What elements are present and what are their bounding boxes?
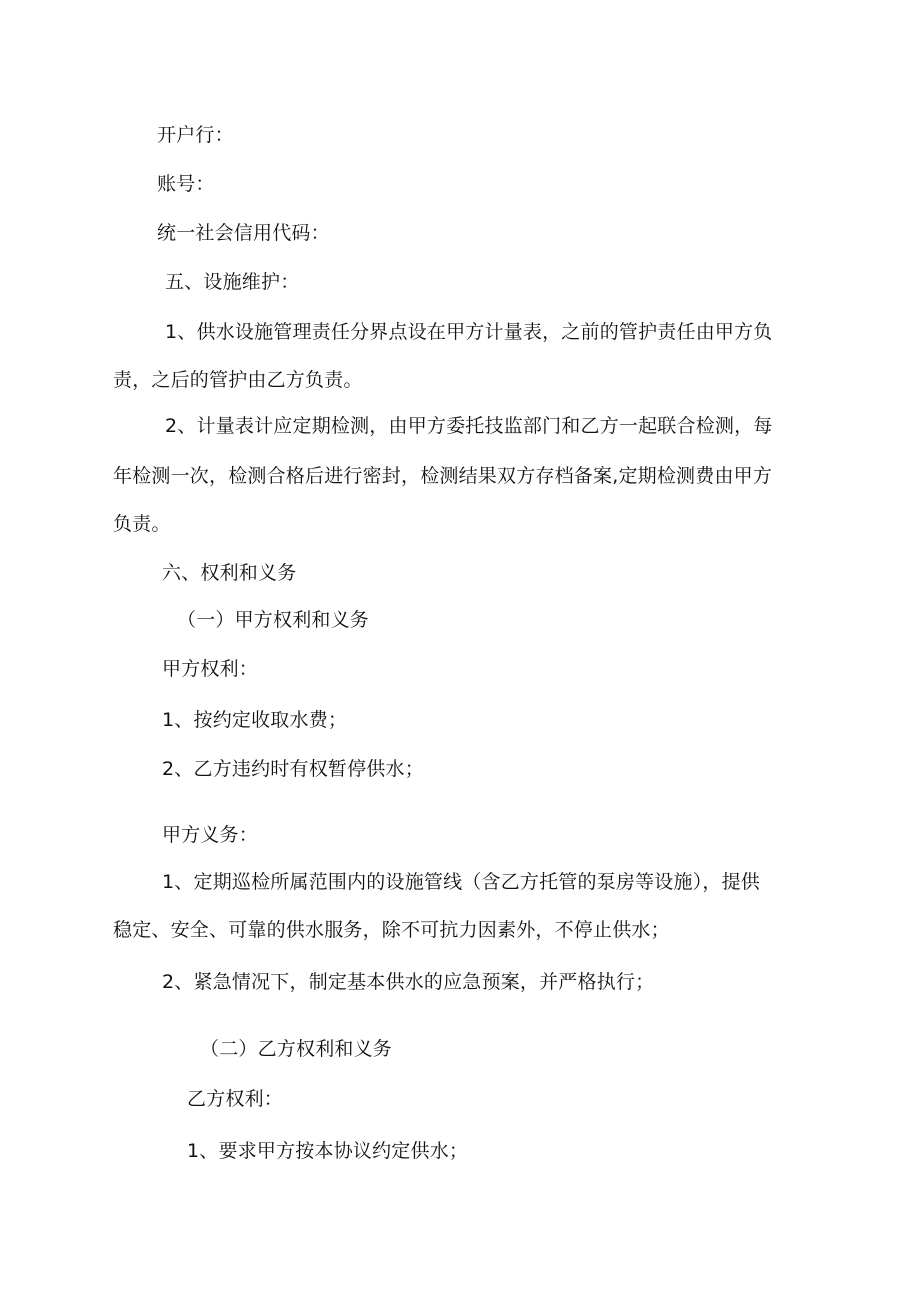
section6-title: 六、权利和义务 — [162, 562, 297, 584]
bank-label: 开户行： — [157, 124, 234, 146]
a-duty-2: 2、紧急情况下，制定基本供水的应急预案，并严格执行； — [162, 971, 655, 993]
s5-item1-line1: 1、供水设施管理责任分界点设在甲方计量表，之前的管护责任由甲方负 — [165, 321, 773, 343]
credit-code-label: 统一社会信用代码： — [157, 222, 330, 244]
s5-item2-line2: 年检测一次，检测合格后进行密封，检测结果双方存档备案,定期检测费由甲方 — [113, 465, 773, 487]
a-duty1-line2: 稳定、安全、可靠的供水服务，除不可抗力因素外，不停止供水； — [113, 919, 670, 941]
sub2-title: （二）乙方权利和义务 — [200, 1038, 393, 1060]
a-right-2: 2、乙方违约时有权暂停供水； — [162, 758, 424, 780]
party-a-rights-heading: 甲方权利： — [162, 658, 259, 680]
s5-item1-line2: 责，之后的管护由乙方负责。 — [113, 369, 363, 391]
a-duty1-line1: 1、定期巡检所属范围内的设施管线（含乙方托管的泵房等设施），提供 — [162, 871, 760, 893]
sub1-title: （一）甲方权利和义务 — [177, 609, 370, 631]
party-b-rights-heading: 乙方权利： — [187, 1088, 284, 1110]
party-a-duties-heading: 甲方义务： — [162, 824, 259, 846]
s5-item2-line1: 2、计量表计应定期检测，由甲方委托技监部门和乙方一起联合检测，每 — [165, 415, 773, 437]
account-label: 账号： — [157, 173, 215, 195]
section5-title: 五、设施维护： — [165, 271, 300, 293]
a-right-1: 1、按约定收取水费； — [162, 709, 348, 731]
s5-item2-line3: 负责。 — [113, 513, 171, 535]
b-right-1: 1、要求甲方按本协议约定供水； — [187, 1140, 469, 1162]
